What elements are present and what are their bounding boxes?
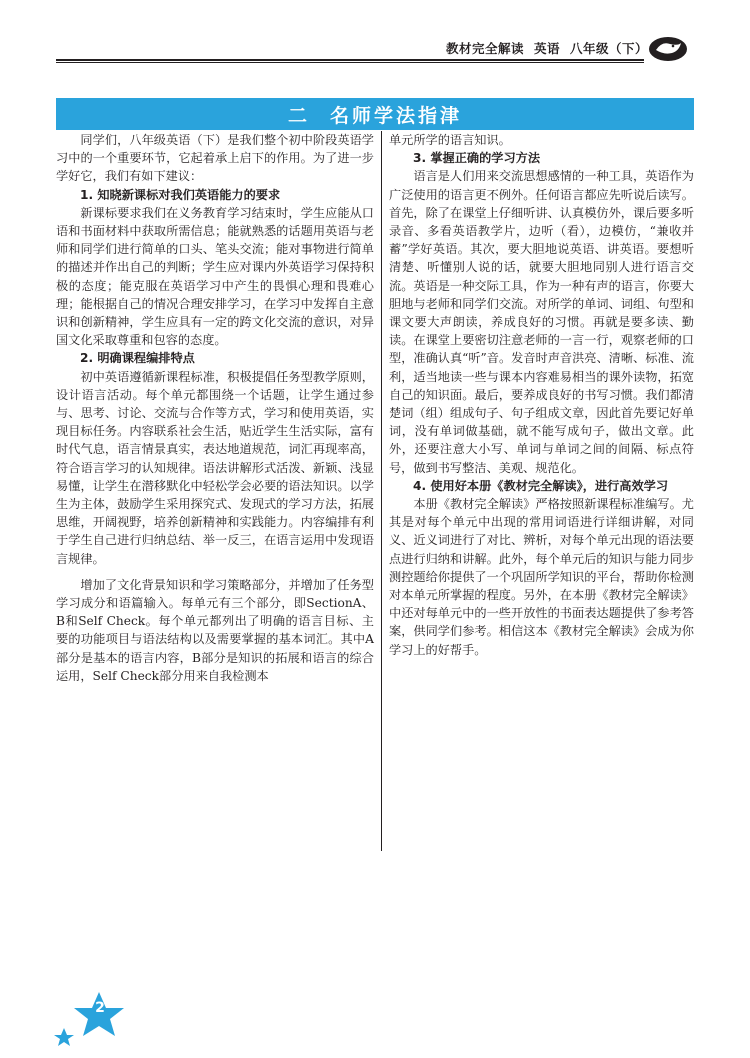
book-title: 教材完全解读	[445, 41, 524, 56]
left-column	[56, 131, 374, 685]
section-3-body: 语言是人们用来交流思想感情的一种工具，英语作为广泛使用的语言更不例外。任何语言都应先听说后读写。首先，除了在课堂上仔细听讲、认真模仿外，课后要多听录音、多看英语教学片，边听（看），边模仿，“兼收并蓄”学好英语。其次，要大胆地说英语、讲英语。要想听清楚、听懂别人说的话，就要大胆地同别人进行语言交流。英语是一种交际工具，作为一种有声的语言，你要大胆地与老师和同学们交流。对所学的单词、词组、句型和课文要大声朗读，养成良好的习惯。再就是要多读、勤读。在课堂上要密切注意老师的一言一行，观察老师的口型，准确认真“听”音。发音时声音洪亮、清晰、标准、流利，适当地读一些与课本内容难易相当的课外读物，拓宽自己的知识面。最后，要养成良好的书写习惯。我们都清楚词（组）组成句子、句子组成文章，因此首先要记好单词，没有单词做基础，就不能写成句子，做出文章。此外，还要注意大小写、单词与单词之间的间隔、标点符号，做到书写整洁、美观、规范化。	[389, 169, 694, 475]
column-divider	[381, 131, 382, 851]
section-2-body-continued: 增加了文化背景知识和学习策略部分，并增加了任务型学习成分和语篇输入。每单元有三个部分，即SectionA、B和Self Check。每个单元都列出了明确的语言目标、主要的功能项目与语法结构以及需要掌握的基本词汇。其中A部分是基本的语言内容，B部分是知识的拓展和语言的综合运用，Self Check部分用来自我检测本	[56, 577, 374, 683]
publisher-logo-icon	[648, 35, 688, 63]
page-number: 2	[95, 1000, 105, 1016]
section-3-heading: 3. 掌握正确的学习方法	[413, 151, 541, 166]
section-2-body: 初中英语遵循新课程标准，积极提倡任务型教学原则，设计语言活动。每个单元都围绕一个话题，让学生通过参与、思考、讨论、交流与合作等方式，学习和使用英语，实现目标任务。内容联系社会生活，贴近学生生活实际，富有时代气息，语言情景真实，表达地道规范，词汇再现率高，符合语言学习的认知规律。语法讲解形式活泼、新颖、浅显易懂，让学生在潜移默化中轻松学会必要的语法知识。以学生为主体，鼓励学生采用探究式、发现式的学习方法，拓展思维，开阔视野，培养创新精神和实践能力。内容编排有利于学生自己进行归纳总结、举一反三，在语言运用中发现语言规律。	[56, 369, 374, 566]
header-rule-thin	[56, 62, 644, 63]
section-4-heading: 4. 使用好本册《教材完全解读》，进行高效学习	[413, 478, 669, 493]
section-banner	[56, 98, 694, 130]
section-4-body: 本册《教材完全解读》严格按照新课程标准编写。尤其是对每个单元中出现的常用词语进行详细讲解，对同义、近义词进行了对比、辨析，对每个单元出现的语法要点进行归纳和讲解。此外，每个单元后的知识与能力同步测控题给你提供了一个巩固所学知识的平台，帮助你检测对本单元所掌握的程度。另外，在本册《教材完全解读》中还对每单元中的一些开放性的书面表达题提供了参考答案，供同学们参考。相信这本《教材完全解读》会成为你学习上的好帮手。	[389, 497, 694, 657]
section-number: 二	[287, 104, 310, 127]
page-header	[56, 37, 688, 67]
section-2-heading: 2. 明确课程编排特点	[80, 351, 195, 366]
running-header	[436, 39, 648, 57]
section-2-body-tail: 单元所学的语言知识。	[389, 133, 511, 147]
intro-paragraph: 同学们，八年级英语（下）是我们整个初中阶段英语学习中的一个重要环节，它起着承上启下的作用。为了进一步学好它，我们有如下建议：	[56, 133, 374, 184]
page-star-icon	[52, 988, 142, 1048]
header-rule	[56, 59, 644, 61]
section-1-body: 新课标要求我们在义务教育学习结束时，学生应能从口语和书面材料中获取所需信息；能就熟悉的话题用英语与老师和同学们进行简单的口头、笔头交流；能对事物进行简单的描述并作出自己的判断；学生应对课内外英语学习保持积极的态度；能克服在英语学习中产生的畏惧心理和畏难心理；能根据自己的情况合理安排学习，在学习中发挥自主意识和创新精神，学生应具有一定的跨文化交流的意识，对异国文化采取尊重和包容的态度。	[56, 205, 374, 348]
section-title: 名师学法指津	[330, 104, 463, 127]
subject-label: 英语	[533, 41, 560, 56]
section-1-heading: 1. 知晓新课标对我们英语能力的要求	[80, 187, 281, 202]
right-column	[389, 131, 694, 659]
grade-label: 八年级（下）	[569, 41, 648, 56]
